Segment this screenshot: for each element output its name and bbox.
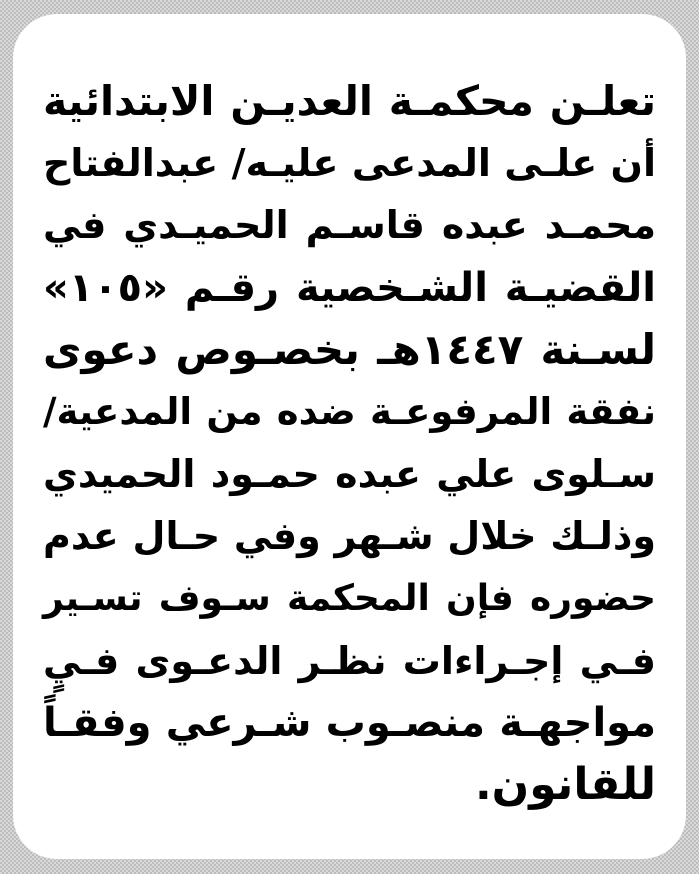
notice-line: سـلوى علي عبده حمـود الحميدي [43,452,656,497]
notice-line: أن علـى المدعى عليـه/ عبدالفتاح [43,141,656,186]
notice-line: فـي إجـراءات نظـر الدعـوى فـيٍ [43,638,656,683]
notice-line: مواجهـة منصـوب شـرعي وفقـاً [43,699,656,746]
notice-line: القضيـة الشـخصية رقـم «١٠٥» [43,264,656,311]
notice-line: لسـنة ١٤٤٧هـ بخصـوص دعوى [43,324,656,374]
notice-text [43,70,656,816]
notice-line-last: للقانون. [474,759,656,811]
notice-card [13,14,686,859]
notice-line: وذلـك خلال شـهر وفي حـال عدم [43,514,656,559]
notice-line: نفقة المرفوعـة ضده من المدعية/ [43,389,656,433]
notice-line: محمـد عبده قاسـم الحميـدي في [43,203,656,248]
notice-line: تعلـن محكمـة العديـن الابتدائية [43,77,656,125]
notice-line: حضوره فإن المحكمة سـوف تسـير [43,577,656,619]
